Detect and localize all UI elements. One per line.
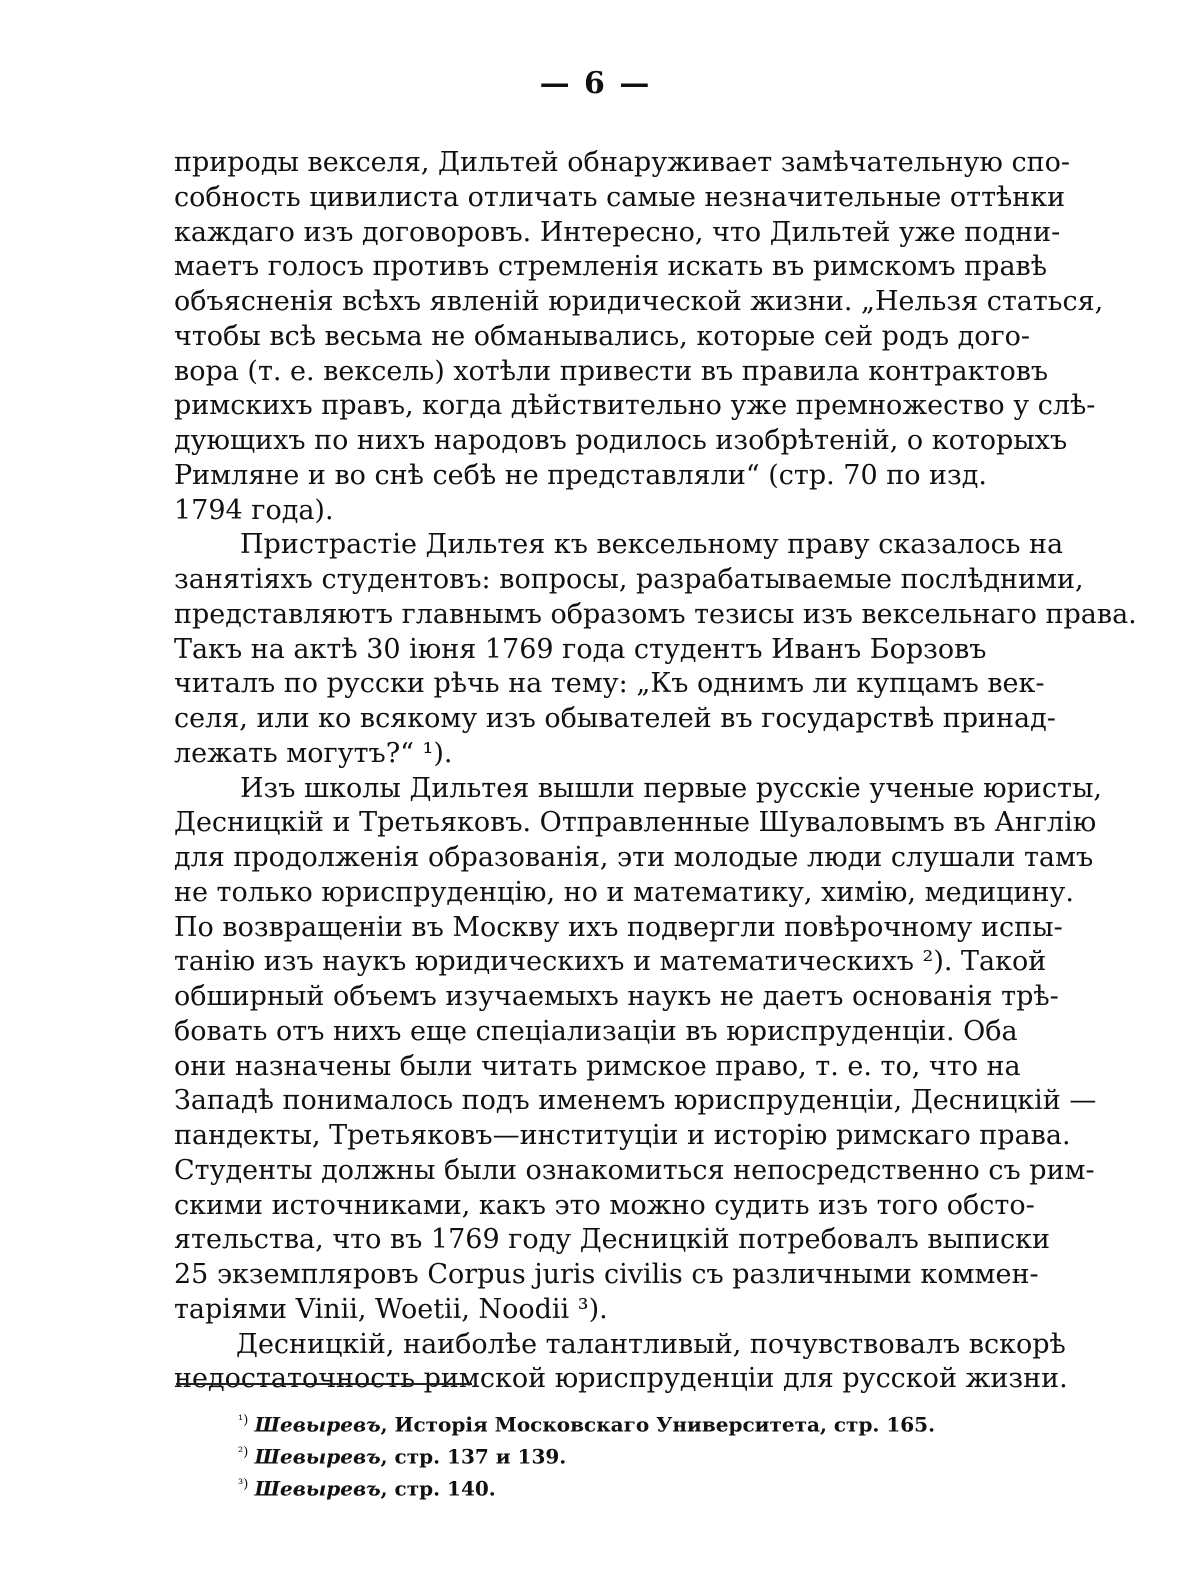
text-line: Изъ школы Дильтея вышли первые русскіе ученые юристы, xyxy=(240,772,1103,804)
text-line: маетъ голосъ противъ стремленія искать въ римскомъ правѣ xyxy=(174,251,1048,283)
footnote-author: Шевыревъ xyxy=(254,1444,381,1469)
text-line: скими источниками, какъ это можно судить изъ того обсто- xyxy=(174,1189,1035,1221)
footnote-author: Шевыревъ xyxy=(254,1412,381,1437)
text-line: танію изъ наукъ юридическихъ и математическихъ ²). Такой xyxy=(174,946,1047,978)
footnote-mark: ³) xyxy=(238,1477,249,1492)
footnotes xyxy=(238,1405,958,1501)
text-line: Десницкій, наиболѣе талантливый, почувствовалъ вскорѣ xyxy=(236,1328,1066,1360)
text-line: пандекты, Третьяковъ—институціи и исторію римскаго права. xyxy=(174,1120,1071,1151)
text-line: римскихъ правъ, когда дѣйствительно уже премножество у слѣ- xyxy=(174,390,1096,422)
footnote-mark: ²) xyxy=(238,1445,249,1460)
text-line: селя, или ко всякому изъ обывателей въ государствѣ принад- xyxy=(174,703,1056,734)
text-line: бовать отъ нихъ еще спеціализаціи въ юриспруденціи. Оба xyxy=(174,1015,1018,1047)
footnote-text: , стр. 140. xyxy=(380,1476,496,1501)
footnote-divider xyxy=(176,1383,472,1385)
text-line: Десницкій и Третьяковъ. Отправленные Шуваловымъ въ Англію xyxy=(174,807,1097,839)
text-line: Римляне и во снѣ себѣ не представляли“ (стр. 70 по изд. xyxy=(174,459,987,491)
text-line: 25 экземпляровъ Corpus juris civilis съ различными коммен- xyxy=(174,1259,1039,1290)
text-line: не только юриспруденцію, но и математику, химію, медицину. xyxy=(174,876,1074,908)
text-line: объясненія всѣхъ явленій юридической жизни. „Нельзя статься, xyxy=(174,286,1104,317)
footnote-text: , стр. 137 и 139. xyxy=(380,1444,567,1469)
footnote-text: , Исторія Московскаго Университета, стр. 165. xyxy=(380,1412,936,1437)
text-line: Студенты должны были ознакомиться непосредственно съ рим- xyxy=(174,1154,1095,1186)
footnote-2 xyxy=(238,1437,958,1469)
text-line: лежать могутъ?“ ¹). xyxy=(174,737,453,769)
text-line: Западѣ понималось подъ именемъ юриспруденціи, Десницкій — xyxy=(174,1085,1097,1117)
text-line: каждаго изъ договоровъ. Интересно, что Дильтей уже подни- xyxy=(174,216,1061,248)
footnote-mark: ¹) xyxy=(238,1413,249,1428)
footnote-1 xyxy=(238,1405,958,1437)
text-line: Пристрастіе Дильтея къ вексельному праву сказалось на xyxy=(240,529,1064,561)
text-line: Такъ на актѣ 30 іюня 1769 года студентъ Иванъ Борзовъ xyxy=(174,633,987,665)
text-line: обширный объемъ изучаемыхъ наукъ не даетъ основанія трѣ- xyxy=(174,981,1059,1012)
text-line: чтобы всѣ весьма не обманывались, которые сей родъ дого- xyxy=(174,320,1030,352)
text-line: для продолженія образованія, эти молодые люди слушали тамъ xyxy=(174,842,1094,873)
text-line: недостаточность римской юриспруденціи для русской жизни. xyxy=(174,1363,1068,1395)
text-line: представляютъ главнымъ образомъ тезисы изъ вексельнаго права. xyxy=(174,598,1137,630)
text-line: природы векселя, Дильтей обнаруживает замѣчательную спо- xyxy=(174,147,1070,178)
main-text xyxy=(174,146,1137,1397)
text-line: дующихъ по нихъ народовъ родилось изобрѣтеній, о которыхъ xyxy=(174,425,1068,456)
text-line: По возвращеніи въ Москву ихъ подвергли повѣрочному испы- xyxy=(174,911,1063,943)
text-line: занятіяхъ студентовъ: вопросы, разрабатываемые послѣдними, xyxy=(174,564,1084,595)
text-line: собность цивилиста отличать самые незначительные оттѣнки xyxy=(174,181,1066,213)
text-line: вора (т. е. вексель) хотѣли привести въ правила контрактовъ xyxy=(174,355,1049,387)
text-line: 1794 года). xyxy=(174,494,334,526)
text-line: они назначены были читать римское право, т. е. то, что на xyxy=(174,1050,1021,1082)
footnote-3 xyxy=(238,1469,958,1501)
text-line: ятельства, что въ 1769 году Десницкій потребовалъ выписки xyxy=(174,1224,1051,1256)
page-number: — 6 — xyxy=(539,66,652,101)
text-line: читалъ по русски рѣчь на тему: „Къ однимъ ли купцамъ век- xyxy=(174,668,1045,700)
footnote-author: Шевыревъ xyxy=(254,1476,381,1501)
text-line: таріями Vinii, Woetii, Noodii ³). xyxy=(174,1293,608,1325)
